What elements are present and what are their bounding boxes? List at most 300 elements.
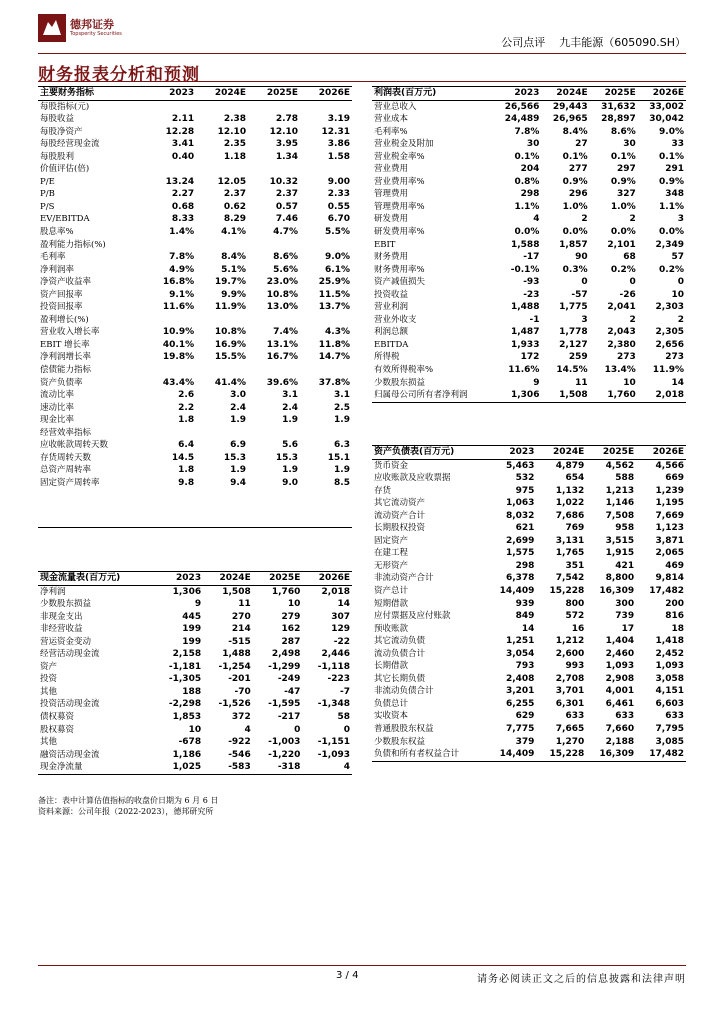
cell-value: 633 (615, 711, 635, 722)
table-row (38, 598, 352, 611)
cell-value: 17,482 (649, 586, 684, 597)
table-row (372, 339, 686, 352)
cell-value: 2 (629, 214, 636, 225)
cell-value: 2.4 (230, 402, 247, 413)
cell-value (144, 239, 196, 252)
row-label: 流动比率 (40, 390, 75, 401)
cell-value: 1,760 (590, 389, 638, 402)
cell-value: 37.8% (318, 377, 350, 388)
cell-value: 7,508 (605, 510, 635, 521)
cell-value: 2.2 (178, 402, 195, 413)
table-row (372, 251, 686, 264)
table-row (372, 560, 686, 573)
cell-value: 30 (526, 139, 540, 150)
cell-value: 14 (337, 599, 350, 610)
row-label: 固定资产周转率 (40, 477, 100, 488)
table-row (372, 748, 686, 761)
cell-value (248, 490, 300, 503)
cell-value: 4 (244, 724, 251, 735)
cell-value: 8.4% (221, 252, 247, 263)
table-row (372, 138, 686, 151)
cell-value: 1,857 (559, 239, 588, 250)
year-header: 2024E (536, 446, 586, 460)
table-row (38, 377, 352, 390)
table-row (38, 502, 352, 515)
row-label: 其他 (40, 737, 58, 748)
cell-value: 16.8% (162, 277, 195, 288)
row-label: 总资产周转率 (40, 465, 92, 476)
cell-value (196, 100, 248, 113)
cell-value: -57 (571, 289, 588, 300)
cell-value: 3.1 (334, 390, 350, 401)
row-label: 价值评估(倍) (40, 164, 90, 175)
cell-value: 0 (677, 277, 684, 288)
cell-value: 9.0% (659, 126, 684, 137)
row-label: 净资产收益率 (40, 277, 92, 288)
cell-value: 10.8% (266, 289, 299, 300)
cell-value: 14.5% (556, 365, 588, 376)
cell-value: 1,306 (493, 389, 541, 402)
cell-value: 0 (294, 724, 301, 735)
cell-value: 3,701 (555, 686, 585, 697)
cell-value: 2,708 (555, 673, 585, 684)
cell-value: 14 (521, 623, 535, 634)
cell-value: 2.35 (223, 139, 247, 150)
row-label: 股权募资 (40, 724, 75, 735)
table-row (38, 239, 352, 252)
cell-value (144, 427, 196, 440)
cell-value: 9.1% (169, 289, 195, 300)
row-label: 少数股东损益 (40, 599, 92, 610)
cell-value (248, 515, 300, 528)
table-row (372, 201, 686, 214)
table-row (372, 535, 686, 548)
cell-value: 1.1% (514, 201, 540, 212)
cell-value: 57 (671, 252, 684, 263)
cell-value: 7,775 (505, 724, 535, 735)
row-label: 每股收益 (40, 114, 75, 125)
row-label: 其他 (40, 686, 58, 697)
table-row (38, 314, 352, 327)
row-label: 资产总计 (374, 586, 409, 597)
section-title: 财务报表分析和预测 (38, 65, 200, 85)
cell-value: 5.5% (325, 227, 350, 238)
cell-value: 0 (581, 277, 588, 288)
cell-value: -1,093 (317, 749, 350, 760)
cell-value: 2,452 (655, 648, 684, 659)
cell-value: 7,542 (555, 573, 585, 584)
cell-value: 2.6 (178, 390, 195, 401)
cell-value: 939 (515, 598, 535, 609)
table-row (372, 485, 686, 498)
table-row (38, 749, 352, 762)
row-label: 无形资产 (374, 560, 409, 571)
year-header: 2025E (248, 87, 300, 101)
cell-value: -22 (333, 636, 350, 647)
row-label: 营业税金及附加 (374, 139, 434, 150)
row-label: 其它流动资产 (374, 498, 426, 509)
cell-value: 287 (281, 636, 301, 647)
row-label (38, 502, 144, 515)
table-row (372, 623, 686, 636)
cell-value: 6.9 (230, 440, 247, 451)
cell-value: 1.9 (334, 465, 350, 476)
cell-value: 1,588 (510, 239, 540, 250)
row-label: 股息率% (40, 227, 74, 238)
cell-value: 11.6% (508, 365, 540, 376)
row-label: 偿债能力指标 (40, 365, 92, 376)
row-label: 负债和所有者权益合计 (372, 748, 487, 761)
cell-value: 1,418 (655, 636, 684, 647)
cell-value: 1.9 (334, 415, 350, 426)
cell-value: 2.33 (327, 189, 350, 200)
year-header: 2026E (300, 87, 352, 101)
cell-value: 3,054 (505, 648, 535, 659)
cell-value: 1,132 (555, 485, 585, 496)
table-row (38, 761, 352, 774)
cell-value (300, 515, 352, 528)
cell-value: 1,025 (153, 761, 203, 774)
row-label: 少数股东权益 (374, 736, 426, 747)
cell-value: -93 (523, 277, 540, 288)
logo-subtitle: Topsperity Securities (70, 31, 122, 37)
cell-value: 1,487 (510, 327, 540, 338)
cell-value: 0.0% (659, 227, 684, 238)
cell-value: 12.05 (217, 176, 247, 187)
cell-value: 11.9% (214, 302, 247, 313)
cell-value: 16.7% (266, 352, 299, 363)
year-header: 2024E (196, 87, 248, 101)
cell-value: 1.1% (659, 201, 684, 212)
row-label: 资产减值损失 (374, 277, 426, 288)
year-header: 2026E (636, 446, 686, 460)
cell-value: 11.9% (652, 365, 684, 376)
row-label: P/B (40, 189, 55, 200)
row-label: 管理费用率% (374, 201, 425, 212)
cell-value: 10 (623, 377, 636, 388)
title-divider (38, 81, 686, 82)
row-label: 债权募资 (40, 712, 75, 723)
cell-value (248, 314, 300, 327)
cell-value: 3.0 (230, 390, 247, 401)
cell-value: 1,765 (555, 548, 585, 559)
row-label: 营运资金变动 (40, 636, 92, 647)
cell-value: 0.8% (514, 176, 540, 187)
cell-value: 15.5% (214, 352, 247, 363)
cell-value (144, 364, 196, 377)
row-label: 现金比率 (40, 415, 75, 426)
cell-value: 1.0% (562, 201, 588, 212)
logo-mark-icon (38, 14, 66, 42)
row-label: 营业收入增长率 (40, 327, 100, 338)
table-row (372, 364, 686, 377)
cell-value: 800 (565, 598, 585, 609)
cell-value: -922 (228, 737, 251, 748)
year-header: 2023 (493, 87, 541, 101)
cell-value: -1,151 (317, 737, 350, 748)
cell-value (144, 502, 196, 515)
cell-value: 6,378 (505, 573, 535, 584)
cell-value: 33 (671, 139, 684, 150)
cell-value: 15,228 (549, 586, 585, 597)
table-row (38, 698, 352, 711)
cell-value: 5.1% (221, 264, 247, 275)
company-logo (38, 14, 122, 42)
table-row (372, 314, 686, 327)
cell-value: 2 (581, 214, 588, 225)
row-label: 营业成本 (374, 114, 409, 125)
cell-value: 297 (617, 164, 636, 175)
cell-value: 6,255 (505, 698, 535, 709)
row-label: 经营效率指标 (40, 427, 92, 438)
table-row (372, 673, 686, 686)
year-header: 2024E (541, 87, 589, 101)
table-row (38, 414, 352, 427)
table-row (38, 264, 352, 277)
cell-value: 2,305 (655, 327, 684, 338)
table-header-row (372, 87, 686, 101)
cell-value: 2 (677, 314, 684, 325)
cell-value: -1,305 (168, 674, 202, 685)
cell-value: 2,349 (655, 239, 684, 250)
notes (38, 795, 218, 817)
table-title: 资产负债表(百万元) (372, 446, 487, 460)
cell-value: -1 (529, 314, 540, 325)
cell-value: 0.55 (327, 201, 350, 212)
cell-value: 16,309 (599, 586, 635, 597)
footer-disclaimer: 请务必阅读正文之后的信息披露和法律声明 (477, 974, 686, 985)
income-statement-table (372, 86, 686, 403)
row-label: 净利润增长率 (40, 352, 92, 363)
cell-value: 15.1 (327, 452, 350, 463)
cell-value: 15.3 (275, 452, 299, 463)
table-row (372, 301, 686, 314)
table-row (372, 685, 686, 698)
cell-value: 1,022 (555, 498, 585, 509)
table-row (372, 351, 686, 364)
cell-value: 1.9 (282, 415, 299, 426)
cell-value: 348 (665, 189, 684, 200)
table-row (372, 585, 686, 598)
cell-value: 2,460 (605, 648, 635, 659)
cell-value: 2,188 (605, 736, 635, 747)
table-row (38, 452, 352, 465)
row-label: EBIT (374, 239, 396, 250)
cell-value: 0.2% (610, 264, 636, 275)
cell-value: 11 (575, 377, 588, 388)
year-header: 2025E (590, 87, 638, 101)
table-row (38, 276, 352, 289)
cell-value: 31,632 (601, 101, 636, 112)
cell-value: 2,065 (655, 548, 684, 559)
cell-value: 1.8 (178, 465, 195, 476)
company-name: 九丰能源（605090.SH） (559, 36, 686, 49)
cell-value: 633 (665, 711, 684, 722)
row-label: 有效所得税率% (374, 365, 434, 376)
table-row (38, 364, 352, 377)
cell-value (144, 314, 196, 327)
row-label: 每股指标(元) (40, 101, 90, 112)
row-label: 货币资金 (374, 460, 409, 471)
table-row (38, 736, 352, 749)
cell-value: 1.58 (327, 151, 350, 162)
row-label: 速动比率 (40, 402, 75, 413)
row-label: 经营活动现金流 (40, 649, 100, 660)
cell-value: 162 (281, 624, 301, 635)
cell-value: 26,566 (504, 101, 540, 112)
cell-value: 2,018 (638, 389, 686, 402)
table-row (38, 673, 352, 686)
row-label: 普通股股东权益 (374, 724, 434, 735)
cell-value: 1,853 (172, 712, 202, 723)
cell-value: 1.0% (610, 201, 636, 212)
cell-value: 2.78 (275, 114, 299, 125)
cell-value: 1,093 (605, 661, 635, 672)
cell-value: 296 (568, 189, 588, 200)
cell-value: 90 (575, 252, 588, 263)
cell-value: -17 (523, 252, 540, 263)
row-label: 投资活动现金流 (40, 699, 100, 710)
table-row (372, 497, 686, 510)
cell-value: 0.0% (562, 227, 588, 238)
table-row (372, 276, 686, 289)
year-header: 2026E (638, 87, 686, 101)
table-row (372, 510, 686, 523)
cell-value (248, 100, 300, 113)
cell-value: 1.9 (230, 465, 247, 476)
cell-value: 1.9 (282, 465, 299, 476)
row-label: 每股股利 (40, 151, 75, 162)
cell-value: 3,871 (655, 535, 684, 546)
table-row (372, 472, 686, 485)
cell-value: -318 (253, 761, 303, 774)
row-label: 流动资产合计 (374, 510, 426, 521)
cell-value: -1,118 (317, 661, 350, 672)
cell-value: -1,220 (268, 749, 301, 760)
row-label: 存货周转天数 (40, 452, 92, 463)
cell-value: 1,508 (222, 586, 251, 597)
cell-value: 3.86 (327, 139, 350, 150)
logo-name: 德邦证券 (70, 18, 114, 31)
table-row (372, 389, 686, 402)
cell-value: 5.6% (273, 264, 299, 275)
cell-value: 0.62 (223, 201, 247, 212)
cell-value: -201 (228, 674, 251, 685)
cell-value: 1,575 (505, 548, 535, 559)
cell-value: -1,526 (218, 699, 251, 710)
cell-value: 7,686 (555, 510, 585, 521)
cell-value: 1,915 (605, 548, 635, 559)
cell-value: 2,699 (505, 535, 535, 546)
cell-value (144, 163, 196, 176)
cell-value: 27 (575, 139, 588, 150)
cell-value (196, 490, 248, 503)
table-row (372, 522, 686, 535)
cell-value: 0.2% (659, 264, 684, 275)
row-label: 非现金支出 (40, 611, 83, 622)
cell-value: 2,041 (607, 302, 636, 313)
cell-value: 379 (515, 736, 535, 747)
cell-value: 28,897 (601, 114, 636, 125)
cell-value: 993 (565, 661, 585, 672)
cell-value: 9.4 (230, 477, 247, 488)
table-row (372, 723, 686, 736)
cell-value: 3.1 (282, 390, 299, 401)
cell-value: 4.1% (221, 227, 247, 238)
cell-value: 1,123 (655, 523, 684, 534)
cell-value: 3,058 (655, 673, 684, 684)
cell-value: 3 (581, 314, 588, 325)
cell-value: 2.27 (171, 189, 195, 200)
cell-value (300, 314, 352, 327)
table-row (38, 686, 352, 699)
cell-value: 2.37 (223, 189, 247, 200)
row-label: 非流动资产合计 (374, 573, 434, 584)
cell-value: 1,093 (655, 661, 684, 672)
row-label (38, 490, 144, 503)
table-title: 主要财务指标 (38, 87, 144, 101)
cell-value: 532 (515, 473, 535, 484)
cell-value: 13.4% (604, 365, 636, 376)
row-label: 投资 (40, 674, 58, 685)
row-label: 长期股权投资 (374, 523, 426, 534)
cell-value: -515 (228, 636, 251, 647)
cell-value: 9,814 (655, 573, 684, 584)
table-title: 利润表(百万元) (372, 87, 493, 101)
cell-value (300, 239, 352, 252)
cell-value: 7.4% (273, 327, 299, 338)
table-row (372, 176, 686, 189)
cell-value: 7,660 (605, 724, 635, 735)
cell-value (196, 502, 248, 515)
cell-value: 1,778 (559, 327, 588, 338)
cell-value: -1,181 (168, 661, 202, 672)
cell-value: 68 (623, 252, 636, 263)
cell-value: 188 (182, 686, 202, 697)
cell-value (196, 163, 248, 176)
row-label: 净利润 (40, 586, 66, 597)
row-label: 资产负债率 (40, 377, 83, 388)
table-row (38, 389, 352, 402)
cell-value: 3.19 (327, 114, 350, 125)
row-label: 投资收益 (374, 289, 409, 300)
row-label: 利润总额 (374, 327, 409, 338)
row-label: 资产回报率 (40, 289, 83, 300)
cell-value: 2,127 (559, 339, 588, 350)
cell-value: 279 (281, 611, 301, 622)
cell-value: 6,301 (555, 698, 585, 709)
table-row (372, 377, 686, 390)
cell-value (196, 427, 248, 440)
row-label: 应收帐款周转天数 (40, 440, 109, 451)
cell-value: 5,463 (505, 460, 535, 471)
cell-value: 12.28 (165, 126, 195, 137)
cell-value: 421 (615, 560, 635, 571)
row-label: 预收账款 (374, 623, 409, 634)
row-label: 实收资本 (374, 711, 409, 722)
table-row (38, 711, 352, 724)
cell-value: 769 (565, 523, 585, 534)
report-header (501, 34, 686, 50)
cell-value: 8.29 (223, 214, 247, 225)
table-row (38, 427, 352, 440)
cell-value: 10.9% (162, 327, 195, 338)
row-label: 短期借款 (374, 598, 409, 609)
cell-value: 12.10 (217, 126, 247, 137)
cell-value: 669 (665, 473, 684, 484)
cell-value: 8.33 (171, 214, 195, 225)
cell-value (144, 490, 196, 503)
